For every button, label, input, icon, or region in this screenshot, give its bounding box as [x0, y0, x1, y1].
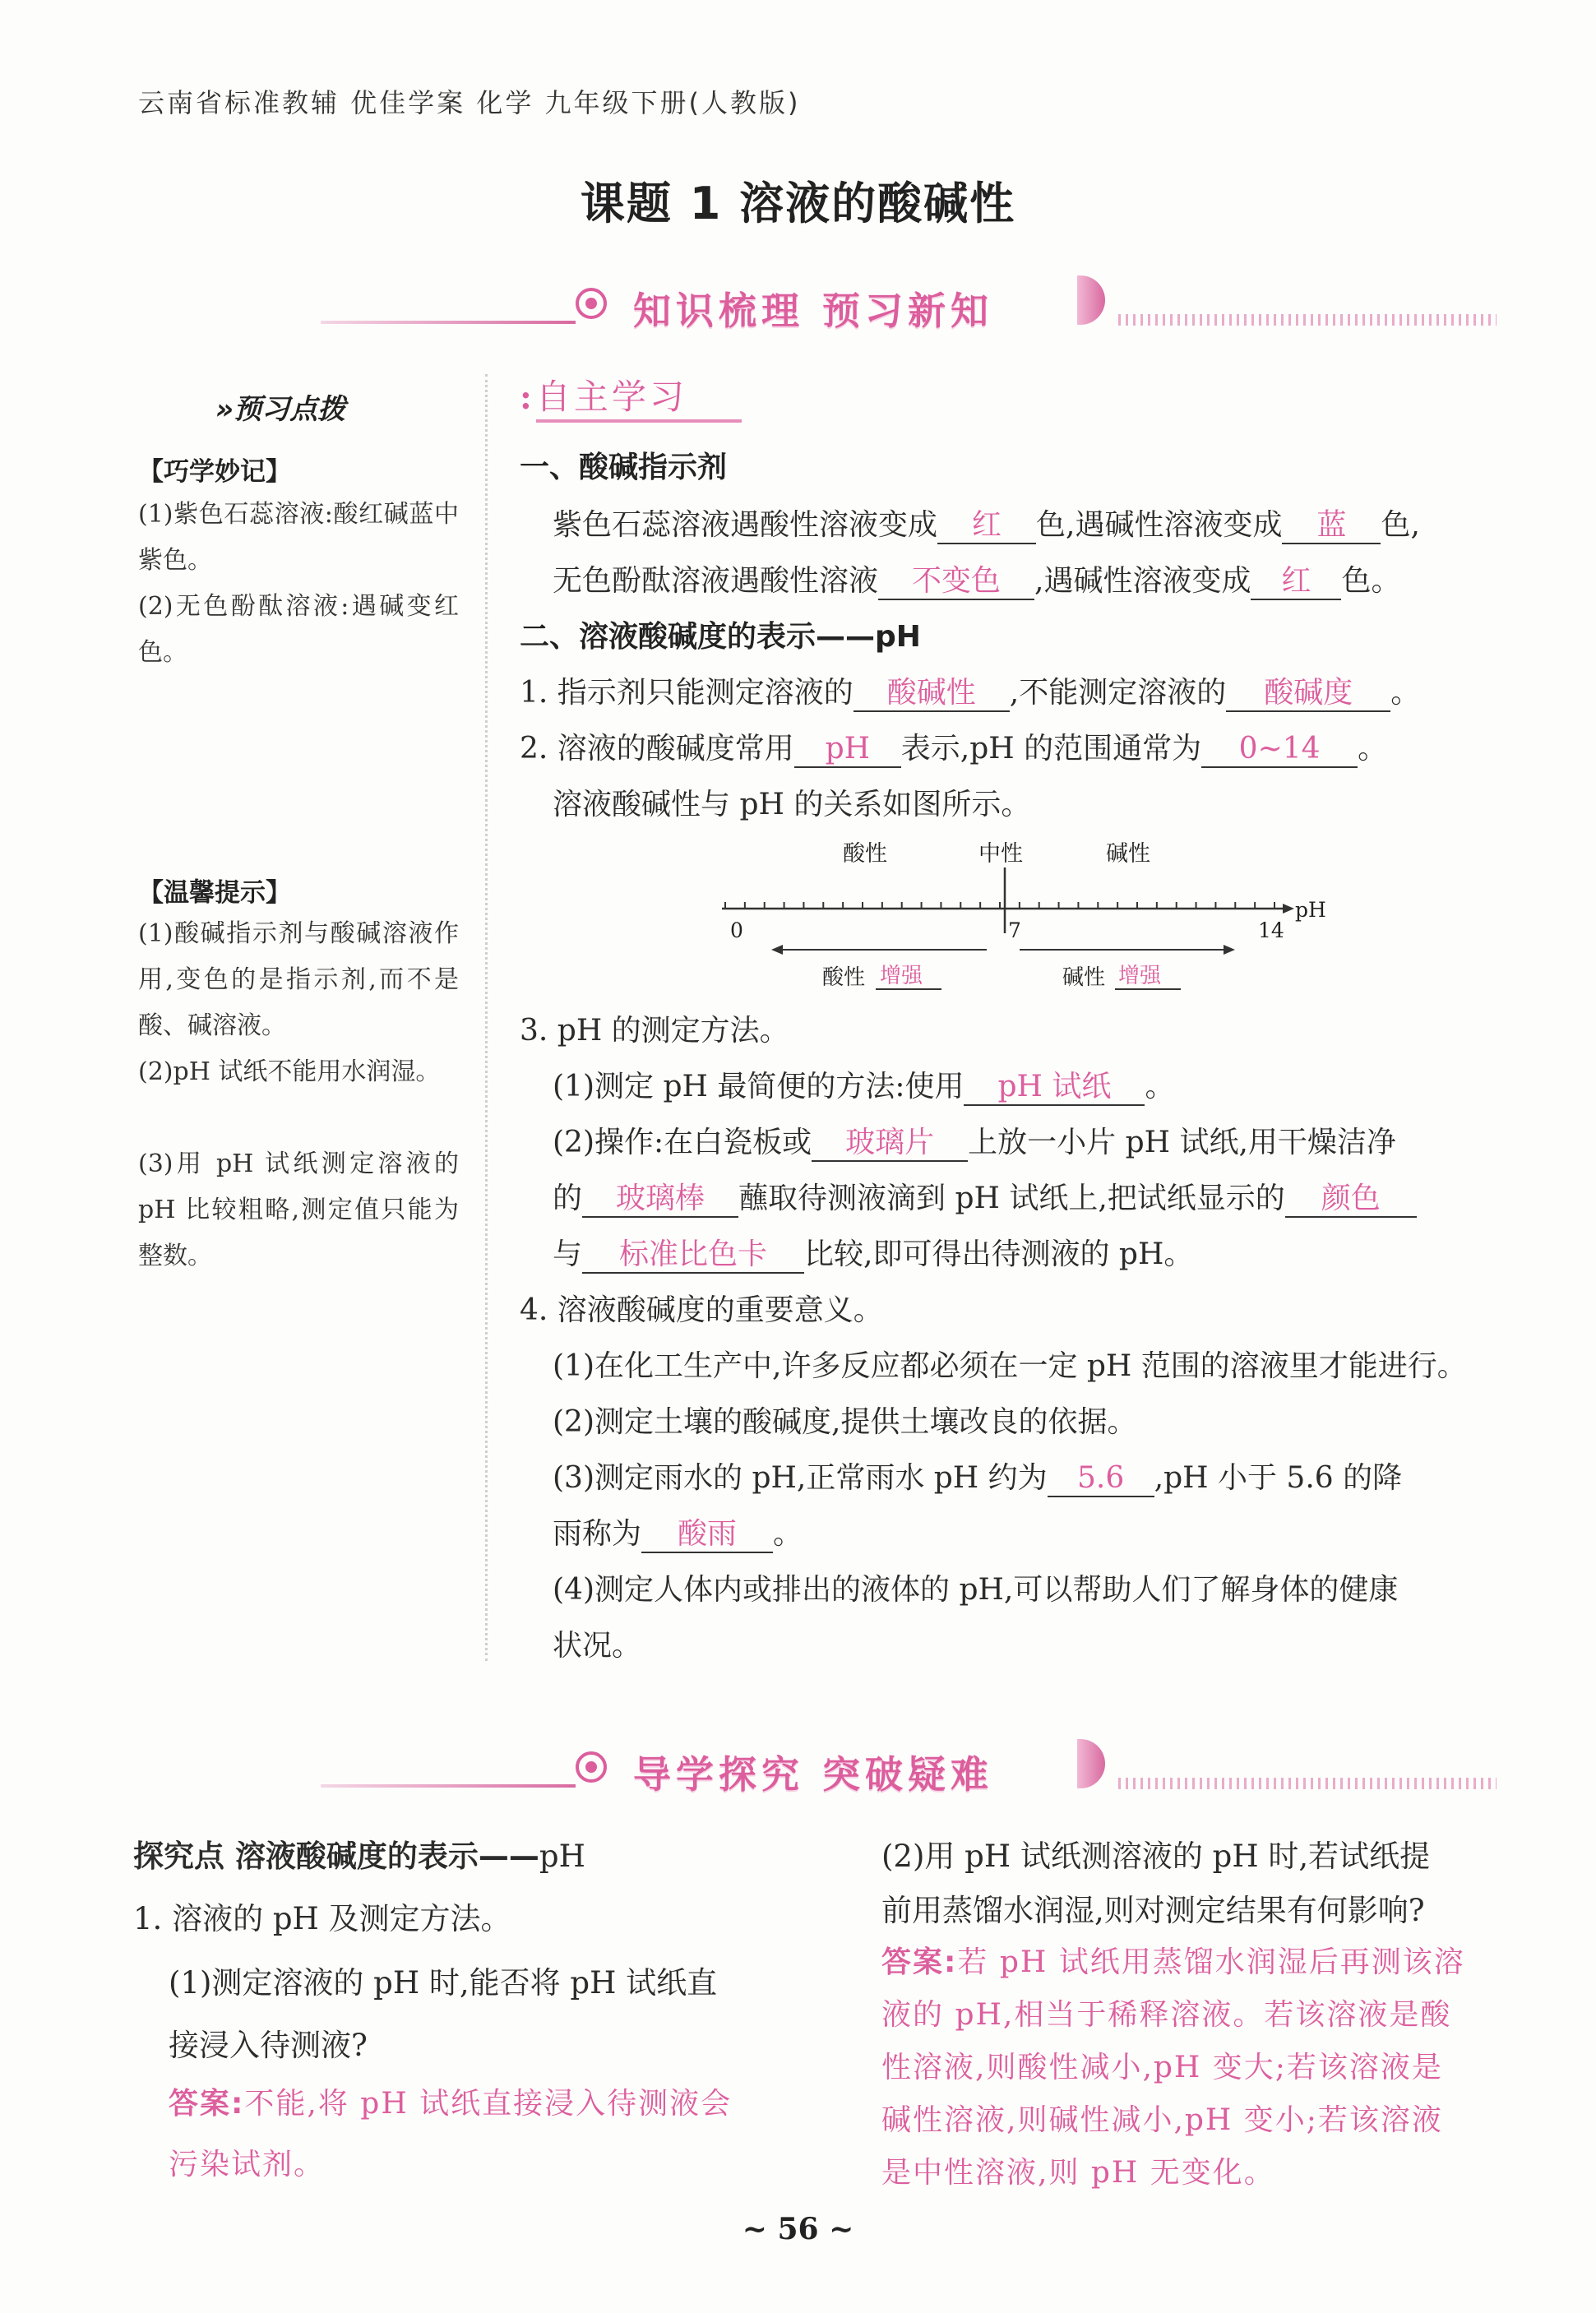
answer-blank: 不变色 [878, 563, 1034, 600]
text-line: 与 标准比色卡 比较,即可得出待测液的 pH。 [553, 1231, 1193, 1274]
acid-arrow-head [771, 945, 783, 955]
answer-blank: 玻璃棒 [582, 1181, 738, 1218]
tip-text: (3)用 pH 试纸测定溶液的 pH 比较粗略,测定值只能为整数。 [138, 1150, 459, 1270]
banner-line [321, 1784, 576, 1788]
banner-tail-decoration [1077, 275, 1105, 325]
label-base-top: 碱性 [1106, 841, 1150, 867]
text-line: (2)操作:在白瓷板或 玻璃片 上放一小片 pH 试纸,用干燥洁净 [553, 1119, 1396, 1162]
question-1a-line: 接浸入待测液? [169, 2028, 368, 2063]
text-line: 1. 指示剂只能测定溶液的 酸碱性 ,不能测定溶液的 酸碱度 。 [520, 669, 1420, 712]
answer-blank: pH 试纸 [964, 1069, 1145, 1106]
column-divider [485, 374, 488, 1661]
tick-label-14: 14 [1258, 918, 1284, 942]
colon-mark-icon: : [520, 378, 532, 417]
text-line: (4)测定人体内或排出的液体的 pH,可以帮助人们了解身体的健康 [553, 1573, 1399, 1607]
target-icon [576, 288, 607, 319]
answer-2-line: 答案:若 pH 试纸用蒸馏水润湿后再测该溶 [881, 1945, 1465, 1979]
ph-scale-diagram [707, 835, 1332, 999]
answer-2-line: 液的 pH,相当于稀释溶液。若该溶液是酸 [881, 1998, 1452, 2032]
answer-blank: 红 [937, 507, 1036, 544]
tip-text: (2)无色酚酞溶液:遇碱变红色。 [138, 592, 459, 667]
question-1a-line: (1)测定溶液的 pH 时,能否将 pH 试纸直 [169, 1965, 718, 2001]
tip-text: (2)pH 试纸不能用水润湿。 [138, 1057, 441, 1086]
question-2-line: 前用蒸馏水润湿,则对测定结果有何影响? [881, 1893, 1425, 1928]
text-line: 2. 溶液的酸碱度常用 pH 表示,pH 的范围通常为 0~14 。 [520, 725, 1387, 768]
tip-label-memory: 【巧学妙记】 [138, 457, 291, 487]
text-line: 无色酚酞溶液遇酸性溶液 不变色 ,遇碱性溶液变成 红 色。 [553, 557, 1400, 600]
text-line: 雨称为 酸雨 。 [553, 1510, 803, 1553]
double-chevron-icon: » [215, 393, 234, 426]
self-study-heading: : 自主学习 [520, 370, 742, 423]
explore-title: 探究点 溶液酸碱度的表示——pH [133, 1839, 585, 1874]
target-icon [576, 1751, 607, 1783]
answer-blank: 酸碱度 [1226, 675, 1390, 712]
answer-blank: 5.6 [1048, 1460, 1154, 1497]
ph-axis-arrow [1283, 904, 1294, 914]
text-line: 状况。 [553, 1629, 642, 1663]
section-heading-significance: 4. 溶液酸碱度的重要意义。 [520, 1293, 883, 1327]
banner-title: 导学探究 突破疑难 [633, 1752, 994, 1797]
banner-dots [1118, 314, 1497, 326]
page-title: 课题 1 溶液的酸碱性 [580, 178, 1016, 229]
answer-blank: 0~14 [1201, 731, 1358, 768]
text-line: (2)测定土壤的酸碱度,提供土壤改良的依据。 [553, 1405, 1137, 1439]
text-line: (1)测定 pH 最简便的方法:使用 pH 试纸 。 [553, 1063, 1174, 1106]
section-heading-ph: 二、溶液酸碱度的表示——pH [520, 620, 921, 654]
answer-blank: 蓝 [1282, 507, 1381, 544]
answer-blank: 颜色 [1285, 1181, 1417, 1218]
banner-title: 知识梳理 预习新知 [633, 289, 994, 333]
answer-1-line: 污染试剂。 [169, 2148, 326, 2181]
text-line: 的 玻璃棒 蘸取待测液滴到 pH 试纸上,把试纸显示的 颜色 [553, 1175, 1417, 1218]
text-line: (3)测定雨水的 pH,正常雨水 pH 约为 5.6 ,pH 小于 5.6 的降 [553, 1455, 1402, 1497]
base-arrow-head [1224, 945, 1235, 955]
tick-label-0: 0 [730, 918, 743, 942]
label-base-bottom: 碱性 [1062, 965, 1106, 990]
page-number: ~ 56 ~ [742, 2212, 854, 2246]
label-acid-bottom: 酸性 [822, 965, 866, 990]
answer-1-line: 答案:不能,将 pH 试纸直接浸入待测液会 [169, 2087, 733, 2121]
sidebar-heading: »预习点拨 [215, 393, 346, 426]
tip-text: (1)紫色石蕊溶液:酸红碱蓝中紫色。 [138, 500, 459, 575]
acid-increase-answer: 增强 [880, 964, 923, 988]
section-heading-method: 3. pH 的测定方法。 [520, 1014, 789, 1048]
answer-2-line: 性溶液,则酸性减小,pH 变大;若该溶液是 [881, 2051, 1443, 2084]
answer-blank: 红 [1251, 563, 1341, 600]
text-line: 紫色石蕊溶液遇酸性溶液变成 红 色,遇碱性溶液变成 蓝 色, [553, 502, 1420, 544]
answer-2-line: 是中性溶液,则 pH 无变化。 [881, 2156, 1275, 2190]
question-1: 1. 溶液的 pH 及测定方法。 [133, 1901, 511, 1936]
answer-blank: pH [794, 731, 901, 768]
banner-line [321, 321, 576, 324]
section-heading-indicators: 一、酸碱指示剂 [520, 451, 728, 484]
banner-tail-decoration [1077, 1739, 1105, 1788]
label-neutral-top: 中性 [978, 841, 1023, 867]
section-banner-1 [321, 271, 1497, 337]
base-increase-answer: 增强 [1118, 964, 1162, 988]
tip-text: (1)酸碱指示剂与酸碱溶液作用,变色的是指示剂,而不是酸、碱溶液。 [138, 919, 459, 1040]
section-banner-2 [321, 1735, 1497, 1801]
answer-blank: 酸碱性 [854, 675, 1010, 712]
label-acid-top: 酸性 [843, 841, 887, 867]
page-header: 云南省标准教辅 优佳学案 化学 九年级下册(人教版) [138, 87, 801, 118]
banner-dots [1118, 1778, 1497, 1789]
answer-2-line: 碱性溶液,则碱性减小,pH 变小;若该溶液 [881, 2103, 1443, 2137]
answer-blank: 玻璃片 [812, 1125, 968, 1162]
text-line: 溶液酸碱性与 pH 的关系如图所示。 [553, 788, 1031, 821]
tip-label-reminder: 【温馨提示】 [138, 878, 291, 908]
answer-blank: 标准比色卡 [582, 1237, 804, 1274]
question-2-line: (2)用 pH 试纸测溶液的 pH 时,若试纸提 [881, 1839, 1431, 1874]
answer-blank: 酸雨 [641, 1516, 773, 1553]
text-line: (1)在化工生产中,许多反应都必须在一定 pH 范围的溶液里才能进行。 [553, 1349, 1467, 1383]
tick-label-7: 7 [1008, 918, 1021, 942]
ph-unit-label: pH [1295, 898, 1326, 922]
